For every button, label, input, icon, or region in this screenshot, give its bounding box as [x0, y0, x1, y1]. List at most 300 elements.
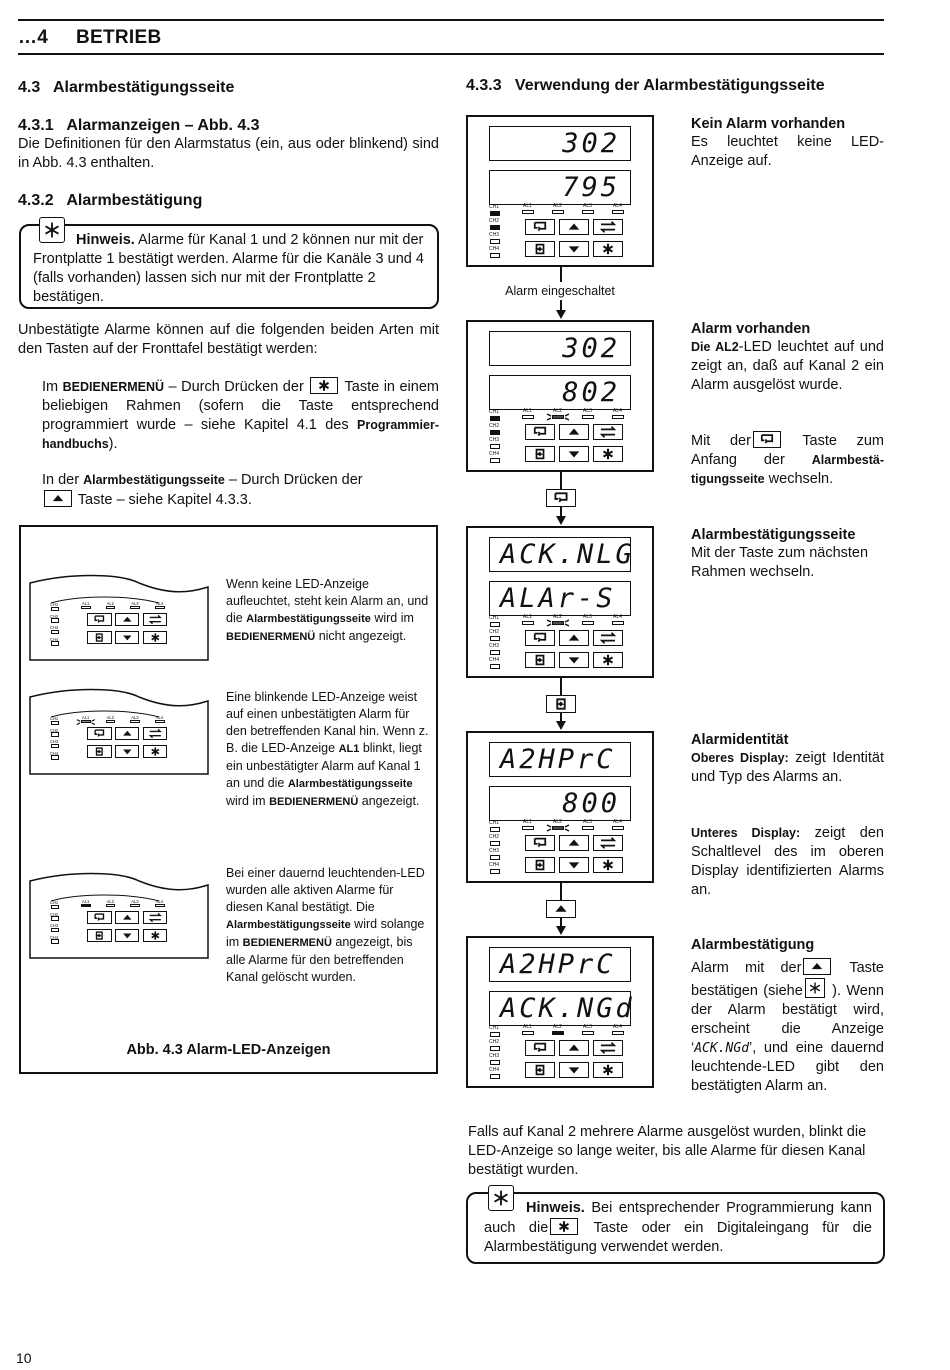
note-1-body: Alarme für Kanal 1 und 2 können nur mit der Frontplatte 1 bestätigt werden. Alarme für die Kanäle 3 und 4 (falls vorhanden) lassen sich nur mit der Frontplatte 2 bestätigen.: [33, 232, 424, 305]
note-2-text: [484, 1199, 872, 1257]
star-key-icon: [593, 241, 623, 257]
channel-label-2: CH2: [489, 1039, 500, 1045]
alarm-label-4: AL4: [613, 408, 622, 414]
swap-key-icon: [143, 727, 168, 740]
page-key-icon: [87, 631, 112, 644]
figure-desc-2-d: Alarmbestätigungsseite: [287, 778, 413, 790]
panel-5: [466, 936, 654, 1088]
channel-led-1: [490, 416, 500, 421]
figure-desc-3-d: BEDIENERMENÜ: [242, 937, 332, 949]
alarm-label-4: AL4: [155, 899, 164, 905]
figure-desc-3-b: Alarmbestätigungsseite: [226, 919, 351, 931]
r4-b: zeigt Identität und Typ des Alarms an.: [691, 750, 885, 785]
r5-b: Taste bestätigen (siehe: [691, 960, 884, 999]
alarm-label-2: AL2: [553, 203, 562, 209]
r2-d: Mit der: [691, 433, 751, 449]
alarm-led-2: [552, 1031, 564, 1035]
alarm-label-2: AL2: [106, 715, 114, 721]
star-key-icon: [143, 631, 168, 644]
channel-label-3: CH3: [489, 848, 500, 854]
channel-label-2: CH2: [489, 218, 500, 224]
r4-c: Unteres Display:: [691, 826, 801, 840]
panel-3-upper-value: ACK.NLG: [500, 539, 635, 570]
figure-desc-3-e: angezeigt, bis alle Alarme für den betreffenden Kanal gelöscht wurden.: [226, 935, 413, 984]
alarm-led-2: [106, 904, 116, 907]
alarm-label-1: AL1: [523, 408, 532, 414]
channel-led-2: [490, 1046, 500, 1051]
alarm-label-2: AL2: [553, 408, 562, 414]
panel-2-upper-value: 302: [562, 333, 620, 364]
channel-led-1: [490, 211, 500, 216]
item-1-f: ).: [108, 436, 118, 452]
panel-3-upper-display: [489, 537, 635, 572]
scroll-key-icon: [525, 630, 555, 646]
channel-led-2: [51, 618, 59, 622]
alarm-led-4: [612, 621, 624, 625]
scroll-key-icon: [546, 489, 576, 507]
channel-label-4: CH4: [50, 750, 59, 756]
panel-1: [466, 115, 654, 267]
channel-label-1: CH1: [489, 409, 500, 415]
star-key-icon: [593, 1062, 623, 1078]
r2-e: Taste zum Anfang der: [691, 433, 884, 468]
panel-1-upper-display: [489, 126, 631, 161]
figure-desc-2-f: BEDIENERMENÜ: [269, 796, 359, 808]
star-key-icon: [593, 446, 623, 462]
alarm-led-4: [155, 606, 165, 609]
alarm-led-4: [612, 826, 624, 830]
panel-1-lower-display: [489, 170, 631, 205]
panel-1-upper-value: 302: [562, 128, 620, 159]
alarm-label-2: AL2: [106, 899, 114, 905]
heading-4-3: 4.3 Alarmbestätigungsseite: [18, 79, 235, 96]
channel-label-2: CH2: [489, 629, 500, 635]
alarm-label-4: AL4: [613, 1024, 622, 1030]
r4-d: zeigt den Schaltlevel des im oberen Display identifizierten Alarms an.: [691, 825, 884, 898]
scroll-key-icon: [87, 911, 112, 924]
channel-led-1: [51, 721, 59, 725]
down-key-icon: [559, 446, 589, 462]
channel-label-2: CH2: [50, 613, 59, 619]
channel-led-2: [51, 916, 59, 920]
up-key-icon: [115, 911, 140, 924]
page-key-icon: [87, 929, 112, 942]
swap-key-icon: [593, 219, 623, 235]
arrow-1-line-a: [560, 267, 562, 282]
alarm-label-3: AL3: [583, 1024, 592, 1030]
alarm-label-3: AL3: [583, 614, 592, 620]
figure-desc-3-c: wird solange im: [226, 917, 425, 949]
figure-desc-2-b: AL1: [338, 743, 360, 755]
page-key-icon: [525, 857, 555, 873]
channel-label-2: CH2: [50, 911, 59, 917]
channel-led-2: [490, 430, 500, 435]
r4-text-2: [691, 824, 884, 900]
channel-led-3: [490, 650, 500, 655]
arrow-1-label: Alarm eingeschaltet: [505, 284, 615, 298]
item-2-page: Alarmbestätigungsseite: [83, 473, 225, 487]
alarm-led-4: [155, 720, 165, 723]
alarm-led-4: [612, 210, 624, 214]
channel-led-2: [490, 636, 500, 641]
up-key-icon: [559, 630, 589, 646]
up-key-icon: [115, 613, 140, 626]
alarm-led-3: [582, 621, 594, 625]
channel-label-4: CH4: [489, 1067, 500, 1073]
figure-desc-2-e: wird im: [226, 794, 270, 808]
r2-g: wechseln.: [764, 471, 834, 487]
alarm-led-4: [612, 1031, 624, 1035]
alarm-label-1: AL1: [82, 899, 90, 905]
up-key-icon: [559, 835, 589, 851]
channel-label-3: CH3: [50, 923, 59, 929]
figure-desc-1-a: Wenn keine LED-Anzeige aufleuchtet, steht kein Alarm an, und die: [226, 577, 429, 625]
star-key-icon: [593, 857, 623, 873]
item-2-c: – Durch Drücken der: [224, 472, 363, 488]
header-rule-bottom: [18, 53, 884, 55]
channel-led-4: [490, 664, 500, 669]
alarm-label-3: AL3: [583, 408, 592, 414]
panel-2-lower-display: [489, 375, 631, 410]
figure-desc-1: [226, 576, 431, 646]
figure-desc-2-c: blinkt, liegt ein unbestätigter Alarm auf Kanal 1 an und die: [226, 741, 422, 790]
alarm-label-4: AL4: [613, 819, 622, 825]
up-key-icon: [44, 490, 72, 507]
heading-4-3-2: 4.3.2 Alarmbestätigung: [18, 192, 203, 209]
arrow-1-head: [556, 310, 566, 319]
channel-led-4: [51, 755, 59, 759]
panel-4-lower-display: [489, 786, 631, 821]
alarm-led-1: [522, 415, 534, 419]
up-key-icon: [559, 219, 589, 235]
panel-5-lower-display: [489, 991, 635, 1026]
note-1-text: [33, 231, 429, 307]
panel-5-upper-display: [489, 947, 631, 982]
channel-led-2: [51, 732, 59, 736]
mini-panel-2: [29, 687, 209, 775]
figure-desc-3: [226, 865, 431, 986]
channel-label-1: CH1: [489, 1025, 500, 1031]
r4-text-1: [691, 749, 884, 787]
note-box-1: [19, 224, 439, 309]
alarm-led-4: [155, 904, 165, 907]
alarm-led-1: [81, 606, 91, 609]
alarm-led-1: [522, 1031, 534, 1035]
item-2: [42, 471, 439, 510]
swap-key-icon: [143, 911, 168, 924]
item-1: [42, 377, 439, 454]
r2-c: -LED leuchtet auf und zeigt an, daß auf Kanal 2 ein Alarm ausgelöst wurde.: [691, 339, 884, 393]
bottom-paragraph: Falls auf Kanal 2 mehrere Alarme ausgelöst wurden, blinkt die LED-Anzeige so lange weiter, bis alle Alarme für diesen Kanal bestätigt wurden.: [468, 1124, 867, 1178]
paragraph-4-3-1: Die Definitionen für den Alarmstatus (ein, aus oder blinkend) sind in Abb. 4.3 enthalten.: [18, 136, 439, 171]
alarm-led-1: [522, 210, 534, 214]
channel-led-1: [51, 905, 59, 909]
r2-title: Alarm vorhanden: [691, 321, 811, 337]
item-2-d: Taste – siehe Kapitel 4.3.3.: [74, 492, 252, 508]
channel-label-2: CH2: [489, 423, 500, 429]
scroll-key-icon: [525, 424, 555, 440]
alarm-label-1: AL1: [523, 614, 532, 620]
channel-label-1: CH1: [489, 615, 500, 621]
channel-label-1: CH1: [50, 602, 59, 608]
alarm-label-4: AL4: [155, 601, 164, 607]
alarm-led-2: [106, 720, 116, 723]
channel-led-2: [490, 225, 500, 230]
page-key-icon: [87, 745, 112, 758]
channel-led-1: [490, 1032, 500, 1037]
panel-2-upper-display: [489, 331, 631, 366]
r5-e: ’, und eine dauernd leuchtende-LED gibt den bestätigten Alarm an.: [691, 1040, 884, 1094]
alarm-led-1: [522, 621, 534, 625]
down-key-icon: [115, 929, 140, 942]
channel-led-4: [490, 458, 500, 463]
header-rule-top: [18, 19, 884, 21]
page-key-icon: [525, 652, 555, 668]
arrow-3-head: [556, 721, 566, 730]
figure-desc-2-a: Eine blinkende LED-Anzeige weist auf einen unbestätigten Alarm für den betreffenden Kanal hin. Wenn z. B. die LED-Anzeige: [226, 690, 429, 755]
panel-3-lower-display: [489, 581, 631, 616]
r1-text: Es leuchtet keine LED-Anzeige auf.: [691, 134, 884, 169]
channel-led-4: [490, 869, 500, 874]
chapter-title: BETRIEB: [76, 27, 162, 48]
panel-1-lower-value: 795: [562, 172, 620, 203]
figure-desc-2: [226, 689, 431, 811]
note-2-a: Bei entsprechender Programmierung kann auch die: [484, 1200, 872, 1236]
channel-led-1: [490, 622, 500, 627]
swap-key-icon: [593, 630, 623, 646]
heading-4-3-1: 4.3.1 Alarmanzeigen – Abb. 4.3: [18, 117, 260, 134]
r3-text: Mit der Taste zum nächsten Rahmen wechseln.: [691, 545, 869, 580]
swap-key-icon: [593, 424, 623, 440]
blinking-led-icon: [546, 412, 570, 422]
item-2-a: In der: [42, 472, 84, 488]
channel-label-4: CH4: [489, 451, 500, 457]
alarm-led-3: [582, 826, 594, 830]
swap-key-icon: [593, 835, 623, 851]
panel-4-upper-value: A2HPrC: [500, 744, 616, 775]
channel-led-4: [51, 641, 59, 645]
alarm-led-3: [582, 1031, 594, 1035]
r2-text: [691, 338, 884, 395]
alarm-label-1: AL1: [523, 819, 532, 825]
arrow-2-head: [556, 516, 566, 525]
channel-led-3: [490, 1060, 500, 1065]
panel-3: [466, 526, 654, 678]
page-key-icon: [525, 446, 555, 462]
intro-paragraph: Unbestätigte Alarme können auf die folgenden beiden Arten mit den Tasten auf der Fronttafel bestätigt werden:: [18, 322, 439, 357]
scroll-key-icon: [87, 613, 112, 626]
swap-key-icon: [143, 613, 168, 626]
item-1-handbook: Programmier-handbuchs: [42, 418, 439, 451]
figure-desc-1-d: BEDIENERMENÜ: [226, 631, 316, 643]
item-1-a: Im: [42, 379, 63, 395]
alarm-label-3: AL3: [583, 819, 592, 825]
down-key-icon: [115, 631, 140, 644]
channel-label-3: CH3: [50, 625, 59, 631]
scroll-key-icon: [525, 219, 555, 235]
heading-4-3-3: 4.3.3 Verwendung der Alarmbestätigungsseite: [466, 77, 825, 94]
scroll-key-icon: [753, 431, 781, 448]
figure-desc-3-a: Bei einer dauernd leuchtenden-LED wurden alle aktiven Alarme für diesen Kanal bestätigt. Die: [226, 866, 425, 914]
alarm-label-4: AL4: [613, 614, 622, 620]
up-key-icon: [546, 900, 576, 918]
channel-led-3: [490, 444, 500, 449]
r4-a: Oberes Display:: [691, 751, 789, 765]
r5-c: ). Wenn der Alarm bestätigt wird, erscheint die Anzeige ‘: [691, 983, 884, 1056]
panel-2: [466, 320, 654, 472]
section-number: …4: [18, 27, 49, 48]
alarm-led-2: [552, 210, 564, 214]
alarm-led-3: [582, 415, 594, 419]
panel-4-lower-value: 800: [562, 788, 620, 819]
star-key-icon: [143, 929, 168, 942]
star-key-icon: [310, 377, 338, 394]
alarm-label-4: AL4: [155, 715, 164, 721]
channel-label-1: CH1: [50, 900, 59, 906]
channel-label-3: CH3: [489, 643, 500, 649]
r5-lcd-word: ACK.NGd: [694, 1041, 750, 1056]
note-box-2: [466, 1192, 885, 1264]
panel-5-upper-value: A2HPrC: [500, 949, 616, 980]
figure-desc-1-c: wird im: [370, 611, 414, 625]
figure-4-3: [19, 525, 438, 1074]
down-key-icon: [559, 857, 589, 873]
star-key-icon: [593, 652, 623, 668]
item-1-menu: BEDIENERMENÜ: [62, 380, 165, 394]
blinking-led-icon: [546, 618, 570, 628]
item-1-c: – Durch Drücken der: [164, 379, 309, 395]
panel-2-lower-value: 802: [562, 377, 620, 408]
channel-led-3: [490, 855, 500, 860]
asterisk-icon: [805, 978, 825, 998]
channel-led-3: [51, 630, 59, 634]
alarm-label-4: AL4: [613, 203, 622, 209]
panel-5-lower-value: ACK.NGd: [500, 993, 635, 1024]
r2-a: Die: [691, 340, 716, 354]
channel-label-2: CH2: [489, 834, 500, 840]
down-key-icon: [559, 1062, 589, 1078]
alarm-label-1: AL1: [82, 715, 90, 721]
r5-title: Alarmbestätigung: [691, 937, 815, 953]
channel-label-1: CH1: [50, 716, 59, 722]
channel-label-3: CH3: [489, 437, 500, 443]
channel-led-1: [51, 607, 59, 611]
channel-label-1: CH1: [489, 204, 500, 210]
note-2-b: Taste oder ein Digitaleingang für die Alarmbestätigung verwendet werden.: [484, 1220, 872, 1255]
channel-label-1: CH1: [489, 820, 500, 826]
page-key-icon: [525, 1062, 555, 1078]
channel-label-4: CH4: [50, 636, 59, 642]
r3-title: Alarmbestätigungsseite: [691, 527, 856, 543]
alarm-label-2: AL2: [553, 819, 562, 825]
alarm-led-1: [522, 826, 534, 830]
r5-text: [691, 958, 884, 1096]
channel-label-3: CH3: [489, 232, 500, 238]
r2-b: AL2: [715, 340, 739, 354]
alarm-led-3: [582, 210, 594, 214]
note-2-lead: Hinweis.: [526, 1200, 585, 1216]
figure-desc-2-g: angezeigt.: [358, 794, 420, 808]
up-key-icon: [559, 424, 589, 440]
figure-caption: Abb. 4.3 Alarm-LED-Anzeigen: [126, 1042, 331, 1058]
alarm-label-2: AL2: [553, 1024, 562, 1030]
up-key-icon: [115, 727, 140, 740]
channel-label-2: CH2: [50, 727, 59, 733]
channel-led-3: [51, 928, 59, 932]
alarm-label-1: AL1: [523, 1024, 532, 1030]
alarm-label-2: AL2: [553, 614, 562, 620]
channel-label-4: CH4: [489, 862, 500, 868]
alarm-led-1: [81, 904, 91, 907]
mini-panel-3: [29, 871, 209, 959]
alarm-label-3: AL3: [131, 899, 139, 905]
channel-led-1: [490, 827, 500, 832]
alarm-label-3: AL3: [131, 715, 139, 721]
channel-led-4: [490, 1074, 500, 1079]
alarm-label-3: AL3: [583, 203, 592, 209]
channel-label-4: CH4: [489, 657, 500, 663]
figure-desc-1-b: Alarmbestätigungsseite: [246, 613, 371, 625]
channel-led-4: [490, 253, 500, 258]
alarm-led-3: [130, 606, 140, 609]
down-key-icon: [559, 652, 589, 668]
channel-label-3: CH3: [50, 739, 59, 745]
down-key-icon: [559, 241, 589, 257]
page-key-icon: [525, 241, 555, 257]
scroll-key-icon: [525, 1040, 555, 1056]
alarm-led-2: [106, 606, 116, 609]
alarm-label-3: AL3: [131, 601, 139, 607]
item-1-d: Taste in einem beliebigen Rahmen (sofern die Taste entsprechend programmiert wurde – siehe Kapitel 4.1 des: [42, 379, 439, 433]
channel-label-4: CH4: [489, 246, 500, 252]
alarm-led-3: [130, 720, 140, 723]
note-1-lead: Hinweis.: [76, 232, 135, 248]
scroll-key-icon: [87, 727, 112, 740]
r5-a: Alarm mit der: [691, 960, 802, 976]
mini-panel-1: [29, 573, 209, 661]
page-number: 10: [16, 1350, 32, 1366]
r1-title: Kein Alarm vorhanden: [691, 116, 846, 132]
up-key-icon: [559, 1040, 589, 1056]
down-key-icon: [115, 745, 140, 758]
blinking-led-icon: [546, 823, 570, 833]
channel-led-3: [51, 744, 59, 748]
panel-4: [466, 731, 654, 883]
r2-f: Alarmbestä-tigungsseite: [691, 453, 884, 486]
scroll-key-icon: [525, 835, 555, 851]
panel-3-lower-value: ALAr-S: [500, 583, 616, 614]
alarm-led-4: [612, 415, 624, 419]
alarm-label-1: AL1: [523, 203, 532, 209]
panel-4-upper-display: [489, 742, 631, 777]
arrow-4-head: [556, 926, 566, 935]
channel-label-3: CH3: [489, 1053, 500, 1059]
star-key-icon: [550, 1218, 578, 1235]
star-key-icon: [143, 745, 168, 758]
alarm-label-1: AL1: [82, 601, 90, 607]
channel-led-2: [490, 841, 500, 846]
up-key-icon: [803, 958, 831, 975]
figure-desc-1-e: nicht angezeigt.: [315, 629, 407, 643]
channel-label-4: CH4: [50, 934, 59, 940]
alarm-label-2: AL2: [106, 601, 114, 607]
swap-key-icon: [593, 1040, 623, 1056]
blinking-led-icon: [76, 718, 96, 726]
alarm-led-3: [130, 904, 140, 907]
r4-title: Alarmidentität: [691, 732, 789, 748]
page-key-icon: [546, 695, 576, 713]
channel-led-4: [51, 939, 59, 943]
